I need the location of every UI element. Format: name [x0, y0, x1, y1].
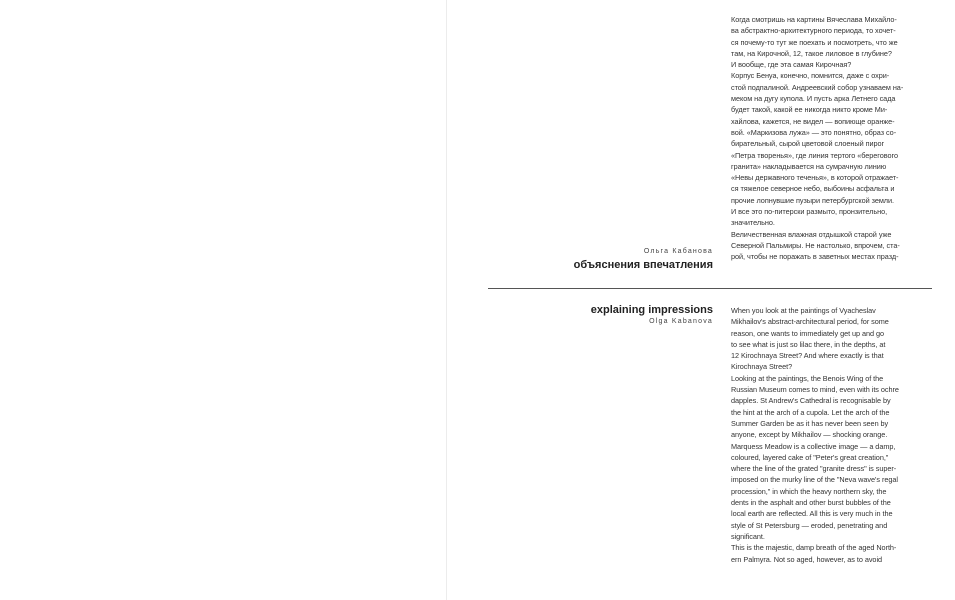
left-blank-page [0, 0, 446, 600]
section-divider [488, 288, 932, 289]
russian-title: объяснения впечатления [573, 259, 713, 271]
english-body-text: When you look at the paintings of Vyacheslav Mikhailov's abstract-architectural period, for some reason, one wants to immediately get up and go to see what is just so lilac there, in the depths, at 12 Kirochnaya Street? And where exactly is that Kirochnaya Street? Looking at the paintings, the Benois Wing of the Russian Museum comes to mind, even with its ochre dapples. St Andrew's Cathedral is recognisable by the hint at the arch of a cupola. Let the arch of the Summer Garden be as it has never been seen by anyone, except by Mikhailov — shocking orange. Marquess Meadow is a collective image — a damp, coloured, layered cake of "Peter's great creation," where the line of the grated "granite dress" is super- imposed on the murky line of the "Neva wave's regal procession," in which the heavy northern sky, the dents in the asphalt and other burst bubbles of the local earth are reflected. All this is very much in the style of St Petersburg — eroded, penetrating and significant. This is the majestic, damp breath of the aged North- ern Palmyra. Not so aged, however, as to avoid [731, 306, 899, 564]
russian-author: Ольга Кабанова [643, 248, 713, 255]
russian-body-text: Когда смотришь на картины Вячеслава Михайло- ва абстрактно-архитектурного периода, то хочет- ся почему-то тут же поехать и посмотреть, что же там, на Кирочной, 12, такое лиловое в глубине? И вообще, где эта самая Кирочная? Корпус Бенуа, конечно, помнится, даже с охри- стой подпалиной. Андреевский собор узнаваем на- меком на дугу купола. И пусть арка Летнего сада будет такой, какой ее никогда никто кроме Ми- хайлова, кажется, не видел — вопиюще оранже- вой. «Маркизова лужа» — это понятно, образ со- бирательный, сырой цветовой слоеный пирог «Петра творенья», где линия тертого «берегового гранита» накладывается на сумрачную линию «Невы державного теченья», в которой отражает- ся тяжелое северное небо, выбоины асфальта и прочие лопнувшие пузыри петербургской земли. И все это по-питерски размыто, пронзительно, значительно. Величественная влажная отдышкой старой уже Северной Пальмиры. Не настолько, впрочем, ста- рой, чтобы не поражать в заветных местах празд- [731, 15, 904, 262]
english-author: Olga Kabanova [649, 318, 713, 325]
english-title: explaining impressions [590, 304, 713, 316]
